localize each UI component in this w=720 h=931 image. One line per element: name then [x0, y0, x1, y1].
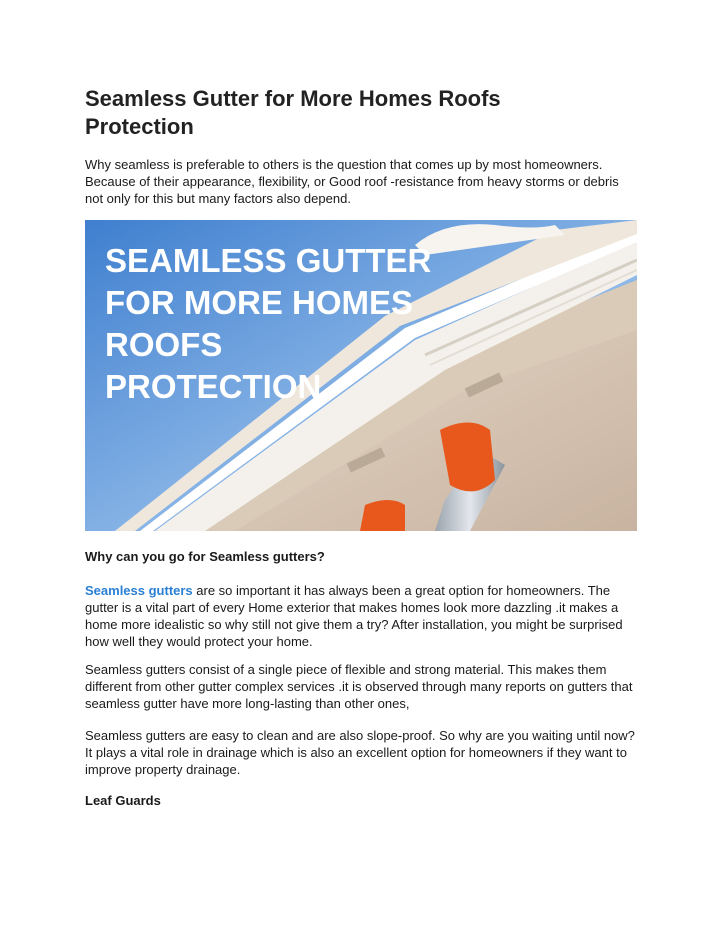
paragraph-1 — [85, 582, 640, 650]
hero-line-3: ROOFS — [105, 326, 223, 363]
intro-paragraph: Why seamless is preferable to others is the question that comes up by most homeowners. Because of their appearance, flexibility, or Good roof -resistance from heavy storms or debris not only for this but many factors also depend. — [85, 157, 619, 206]
seamless-gutters-link[interactable]: Seamless gutters — [85, 583, 193, 598]
paragraph-3: Seamless gutters are easy to clean and are also slope-proof. So why are you waiting until now? It plays a vital role in drainage which is also an excellent option for homeowners if they want to improve property drainage. — [85, 728, 635, 777]
hero-line-1: SEAMLESS GUTTER — [105, 242, 432, 279]
hero-line-4: PROTECTION — [105, 368, 322, 405]
paragraph-1-text: are so important it has always been a great option for homeowners. The gutter is a vital part of every Home exterior that makes homes look more dazzling .it makes a home more idealistic so why still not give them a try? After installation, you might be surprised how well they would protect your home. — [85, 583, 623, 649]
section-heading-why: Why can you go for Seamless gutters? — [85, 549, 325, 564]
hero-image — [85, 220, 637, 531]
hero-illustration — [85, 220, 637, 531]
paragraph-2: Seamless gutters consist of a single piece of flexible and strong material. This makes them different from other gutter complex services .it is observed through many reports on gutters that seamless gutter have more long-lasting than other ones, — [85, 662, 633, 711]
hero-line-2: FOR MORE HOMES — [105, 284, 414, 321]
section-heading-leaf-guards: Leaf Guards — [85, 793, 161, 808]
article-title: Seamless Gutter for More Homes Roofs Protection — [85, 86, 501, 139]
